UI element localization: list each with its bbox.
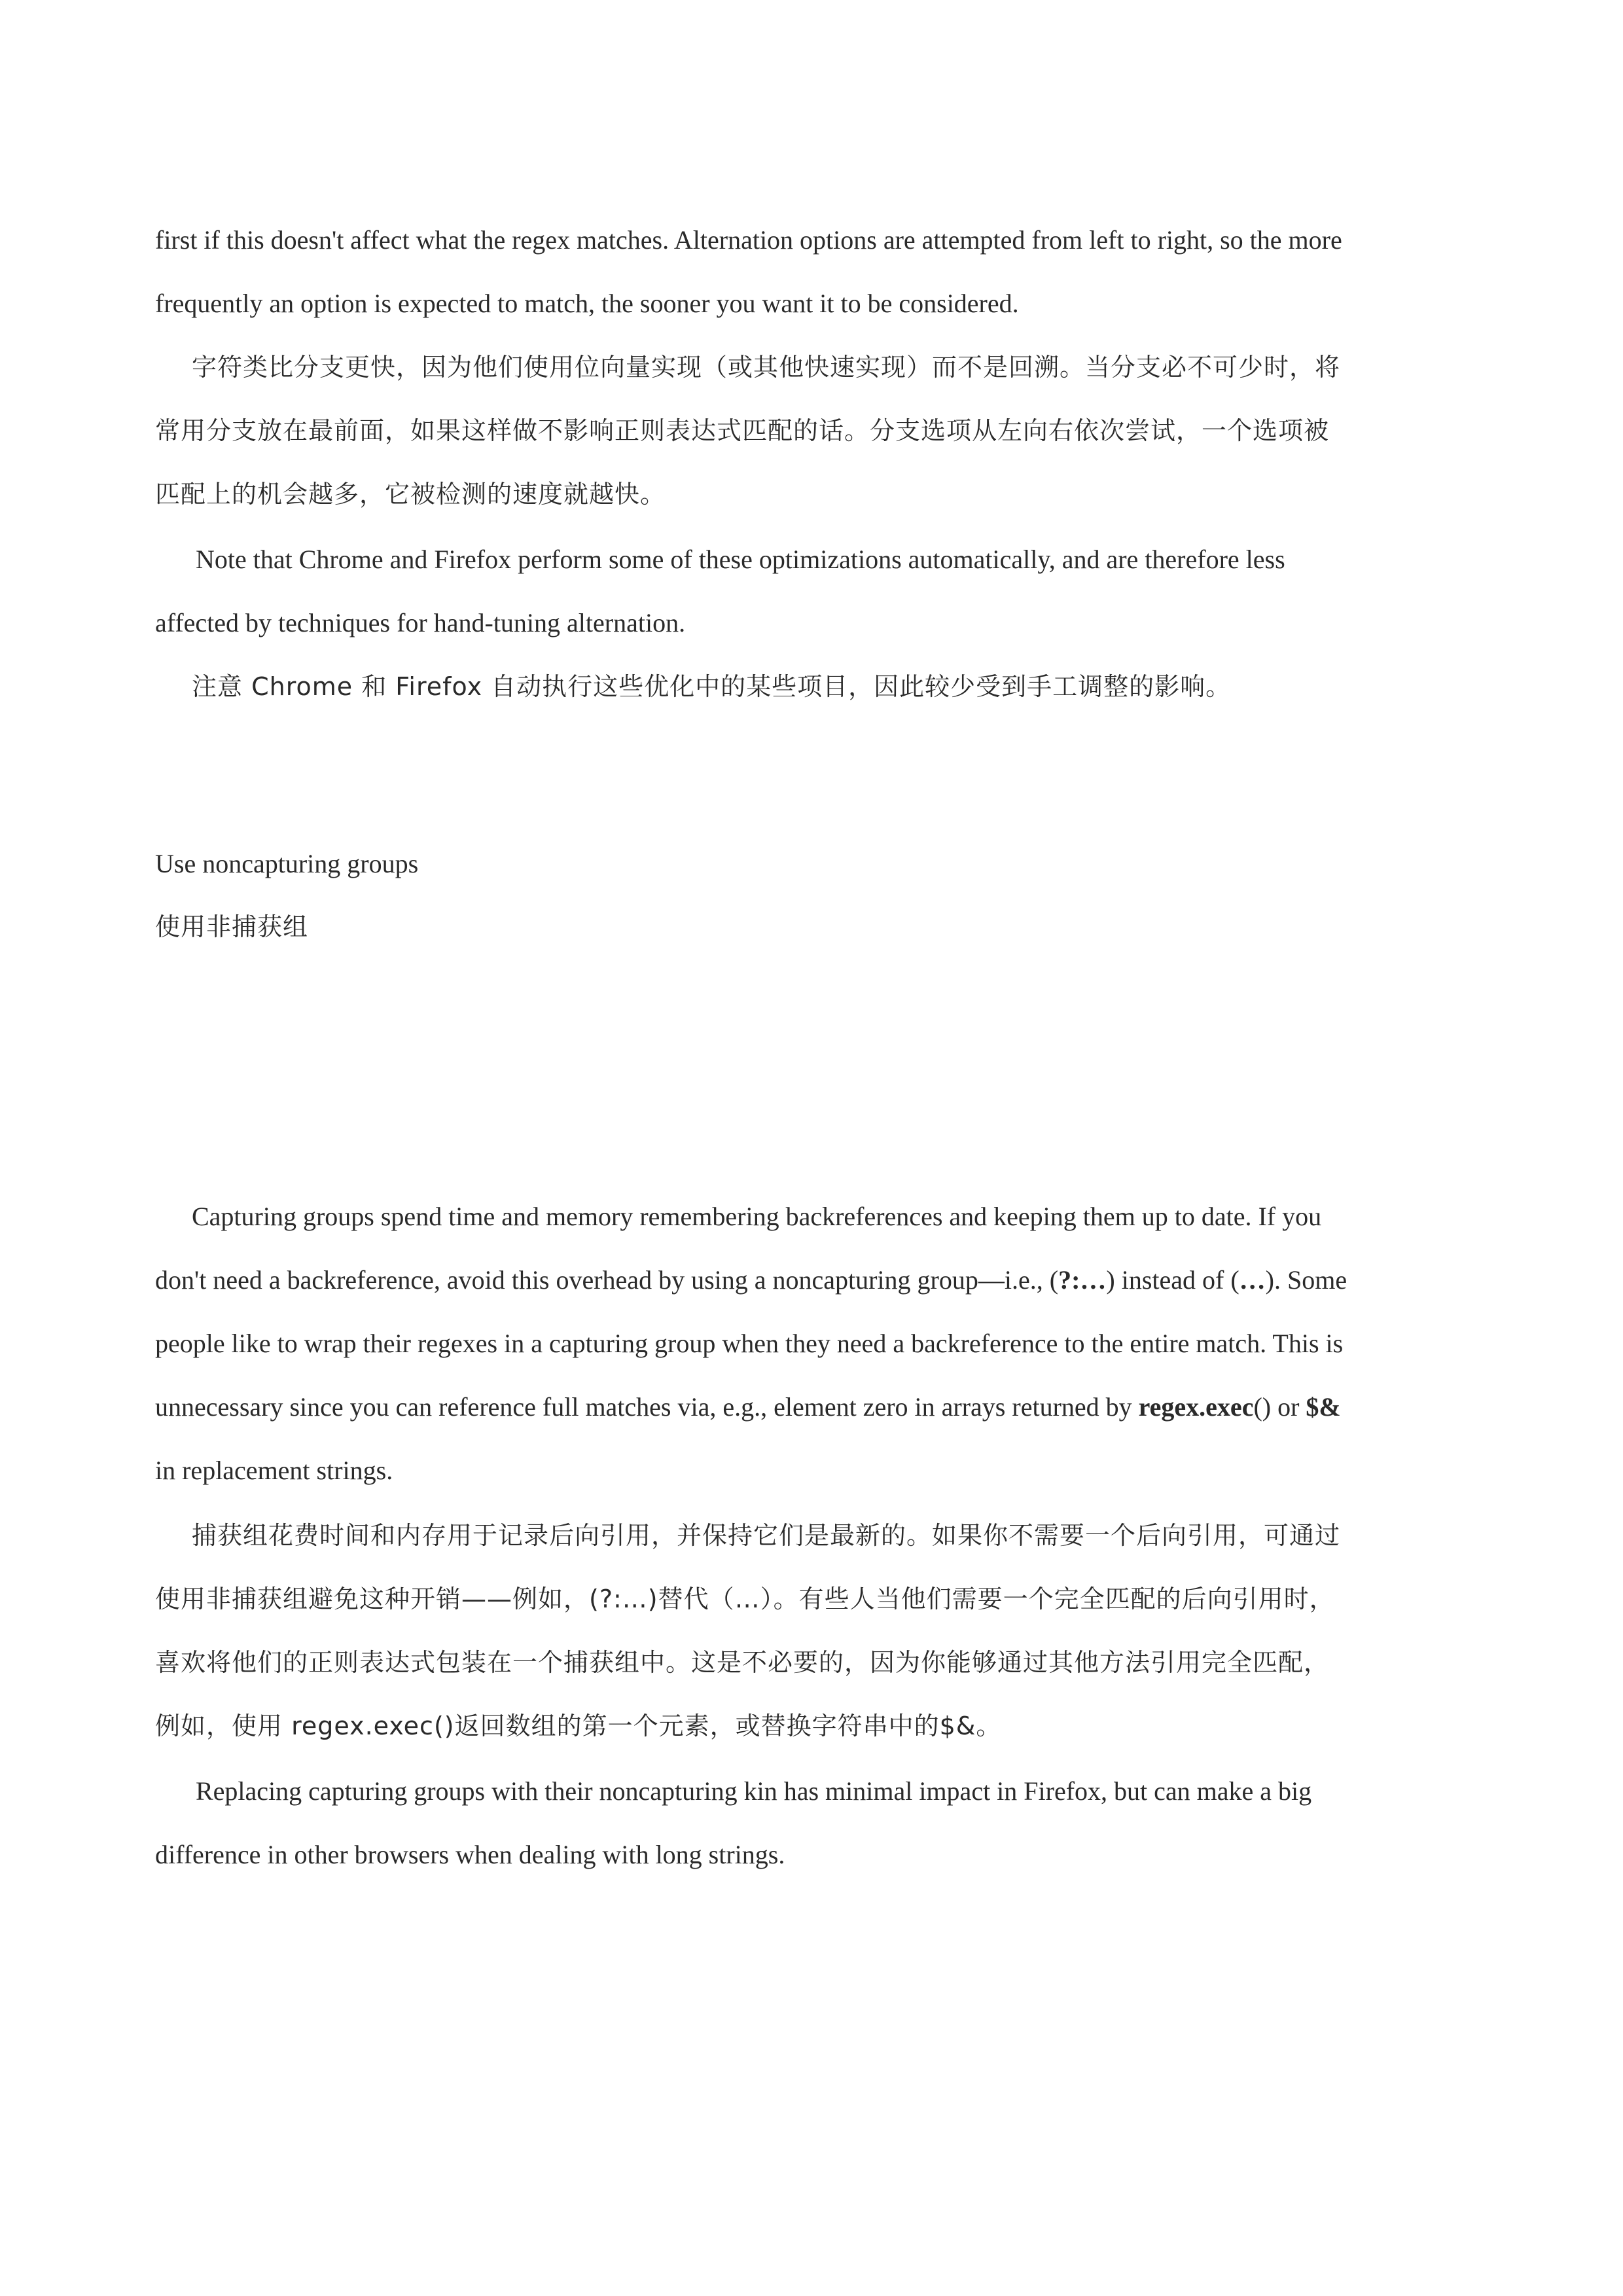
- text-content: Replacing capturing groups with their noncapturing kin has minimal impact in Firefox, but can make a big: [196, 1776, 1312, 1806]
- text-line: 常用分支放在最前面，如果这样做不影响正则表达式匹配的话。分支选项从左向右依次尝试，一个选项被: [155, 416, 1330, 445]
- paragraph-alternation-en: [155, 208, 1484, 335]
- text-line: affected by techniques for hand-tuning alternation.: [155, 608, 686, 637]
- text-line: 匹配上的机会越多，它被检测的速度就越快。: [155, 480, 666, 509]
- section-heading-en: [155, 832, 1484, 895]
- paragraph-alternation-zh: [155, 336, 1484, 526]
- text-run: unnecessary since you can reference full matches via, e.g., element zero in arrays returned by: [155, 1392, 1139, 1422]
- text-line: difference in other browsers when dealing with long strings.: [155, 1840, 785, 1869]
- text-line: [155, 1248, 1484, 1312]
- text-line: 使用非捕获组避免这种开销——例如，(?:…)替代（…）。有些人当他们需要一个完全匹配的后向引用时，: [155, 1585, 1335, 1613]
- heading-text: Use noncapturing groups: [155, 849, 419, 878]
- text-line: in replacement strings.: [155, 1456, 393, 1485]
- text-line: [155, 336, 1484, 399]
- text-line: [155, 655, 1484, 719]
- text-content: 注意 Chrome 和 Firefox 自动执行这些优化中的某些项目，因此较少受到手工调整的影响。: [192, 672, 1232, 701]
- code-regex-exec: regex.exec: [1138, 1392, 1254, 1422]
- text-line: [155, 528, 1484, 591]
- text-line: [155, 1185, 1484, 1248]
- text-run: don't need a backreference, avoid this overhead by using a noncapturing group—i.e., (: [155, 1265, 1059, 1295]
- text-line: first if this doesn't affect what the regex matches. Alternation options are attempted from left to right, so the more: [155, 225, 1342, 255]
- text-line: [155, 1504, 1484, 1568]
- heading-text: 使用非捕获组: [155, 912, 309, 941]
- paragraph-capturing-en: [155, 1185, 1484, 1502]
- paragraph-capturing-zh: [155, 1504, 1484, 1758]
- paragraph-note-zh: [155, 655, 1484, 719]
- text-line: [155, 1759, 1484, 1823]
- text-line: frequently an option is expected to match, the sooner you want it to be considered.: [155, 289, 1019, 318]
- text-content: Capturing groups spend time and memory remembering backreferences and keeping them up to date. If you: [192, 1202, 1322, 1231]
- paragraph-note-en: [155, 528, 1484, 655]
- code-dollar-amp: $&: [1306, 1392, 1341, 1422]
- code-capturing: …: [1239, 1265, 1266, 1295]
- text-line: [155, 1375, 1484, 1439]
- paragraph-replacing-en: [155, 1759, 1484, 1886]
- text-line: 喜欢将他们的正则表达式包装在一个捕获组中。这是不必要的，因为你能够通过其他方法引用完全匹配，: [155, 1648, 1330, 1677]
- text-run: ) instead of (: [1106, 1265, 1240, 1295]
- text-run: () or: [1253, 1392, 1306, 1422]
- section-heading-zh: [155, 895, 1484, 959]
- text-content: 字符类比分支更快，因为他们使用位向量实现（或其他快速实现）而不是回溯。当分支必不可少时，将: [192, 353, 1341, 382]
- text-run: ). Some: [1265, 1265, 1347, 1295]
- text-content: 捕获组花费时间和内存用于记录后向引用，并保持它们是最新的。如果你不需要一个后向引用，可通过: [192, 1521, 1341, 1550]
- text-content: Note that Chrome and Firefox perform some of these optimizations automatically, and are therefore less: [196, 545, 1285, 574]
- text-line: 例如，使用 regex.exec()返回数组的第一个元素，或替换字符串中的$&。: [155, 1712, 1002, 1740]
- text-line: people like to wrap their regexes in a capturing group when they need a backreference to the entire match. This is: [155, 1329, 1344, 1358]
- code-noncapturing: ?:…: [1058, 1265, 1107, 1295]
